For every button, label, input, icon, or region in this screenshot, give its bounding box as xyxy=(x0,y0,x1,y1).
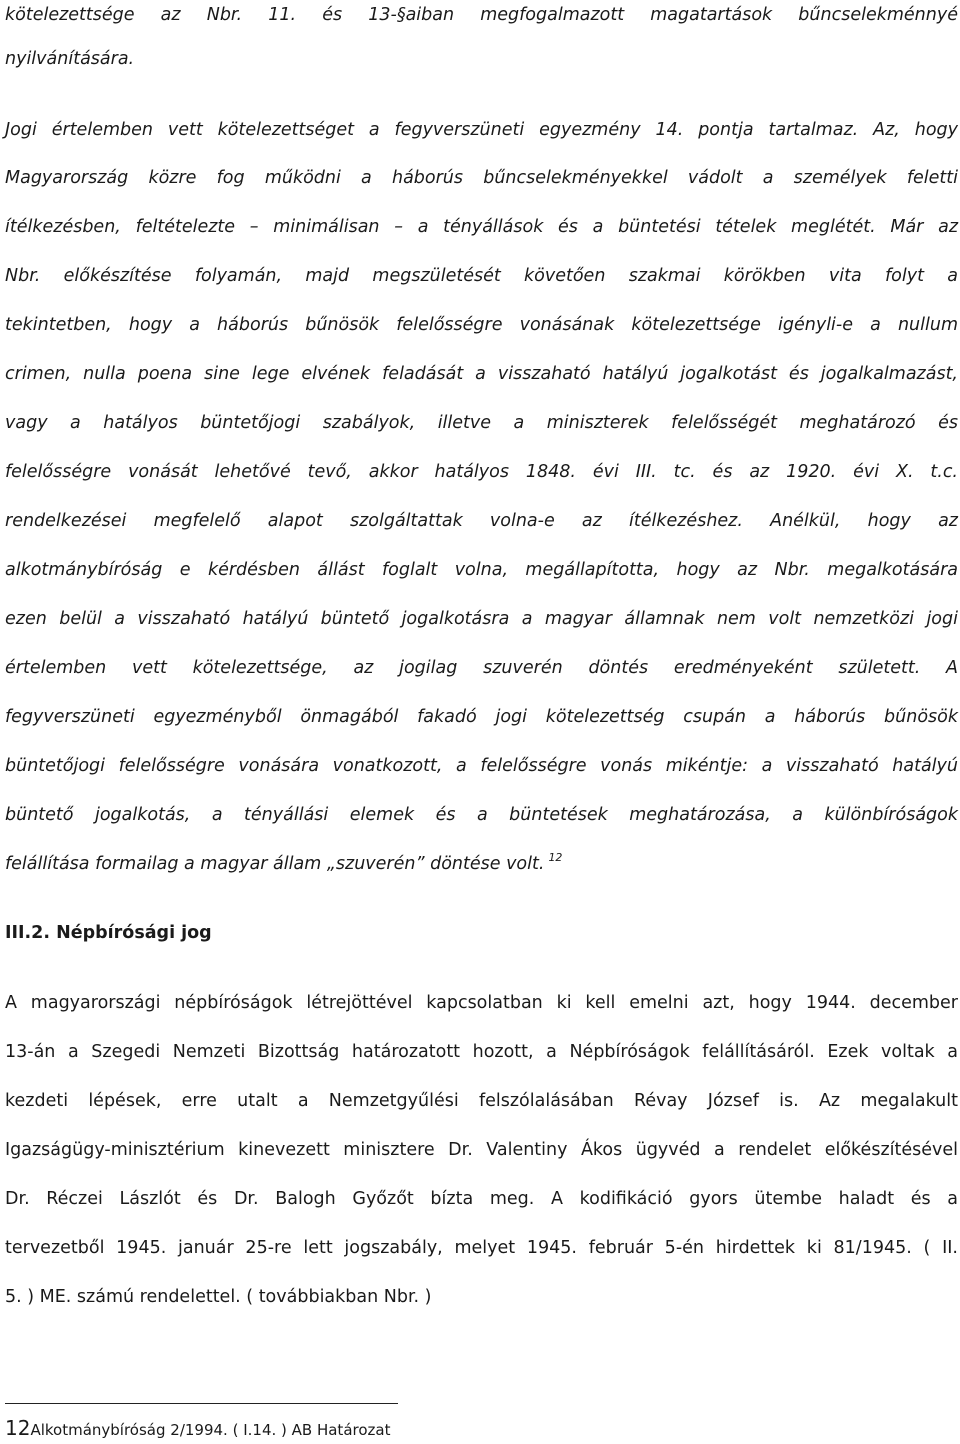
section-heading: III.2. Népbírósági jog xyxy=(5,923,212,943)
footnote-text: Alkotmánybíróság 2/1994. ( I.14. ) AB Határozat xyxy=(30,1421,391,1439)
text-line: fegyverszüneti egyezményből önmagából fakadó jogi kötelezettség csupán a háborús bűnösök xyxy=(5,707,958,727)
text-line: alkotmánybíróság e kérdésben állást foglalt volna, megállapította, hogy az Nbr. megalkotására xyxy=(5,560,958,580)
text-line xyxy=(5,849,958,879)
footnote-number: 12 xyxy=(5,1416,31,1440)
text-line: Magyarország közre fog működni a háborús bűncselekményekkel vádolt a személyek feletti xyxy=(5,168,958,188)
text-line: A magyarországi népbíróságok létrejöttével kapcsolatban ki kell emelni azt, hogy 1944. december xyxy=(5,993,958,1013)
text-line-content: felállítása formailag a magyar állam „szuverén” döntése volt. xyxy=(5,854,545,874)
text-line: tekintetben, hogy a háborús bűnösök felelősségre vonásának kötelezettsége igényli-e a nullum xyxy=(5,315,958,335)
text-line: felelősségre vonását lehetővé tevő, akkor hatályos 1848. évi III. tc. és az 1920. évi X. t.c. xyxy=(5,462,958,482)
text-line: crimen, nulla poena sine lege elvének feladását a visszaható hatályú jogalkotást és jogalkalmazást, xyxy=(5,364,958,384)
text-line: ítélkezésben, feltételezte – minimálisan – a tényállások és a büntetési tételek meglétét. Már az xyxy=(5,217,958,237)
footnote-reference: 12 xyxy=(548,851,563,864)
text-line: 13-án a Szegedi Nemzeti Bizottság határozatott hozott, a Népbíróságok felállításáról. Ezek voltak a xyxy=(5,1042,958,1062)
text-line: vagy a hatályos büntetőjogi szabályok, illetve a miniszterek felelősségét meghatározó és xyxy=(5,413,958,433)
text-line: ezen belül a visszaható hatályú büntető jogalkotásra a magyar államnak nem volt nemzetközi jogi xyxy=(5,609,958,629)
text-line: büntető jogalkotás, a tényállási elemek és a büntetések meghatározása, a különbíróságok xyxy=(5,805,958,825)
text-line: 5. ) ME. számú rendelettel. ( továbbiakban Nbr. ) xyxy=(5,1287,432,1307)
text-line: büntetőjogi felelősségre vonására vonatkozott, a felelősségre vonás mikéntje: a visszaható hatályú xyxy=(5,756,958,776)
text-line: értelemben vett kötelezettsége, az jogilag szuverén döntés eredményeként született. A xyxy=(5,658,958,678)
text-line: kötelezettsége az Nbr. 11. és 13-§aiban megfogalmazott magatartások bűncselekménnyé xyxy=(5,5,958,25)
text-line: tervezetből 1945. január 25-re lett jogszabály, melyet 1945. február 5-én hirdettek ki 81/1945. ( II. xyxy=(5,1238,958,1258)
text-line: Dr. Réczei Lászlót és Dr. Balogh Győzőt bízta meg. A kodifikáció gyors ütembe haladt és a xyxy=(5,1189,958,1209)
text-line: Jogi értelemben vett kötelezettséget a fegyverszüneti egyezmény 14. pontja tartalmaz. Az, hogy xyxy=(5,120,958,140)
text-line: kezdeti lépések, erre utalt a Nemzetgyűlési felszólalásában Révay József is. Az megalakult xyxy=(5,1091,958,1111)
text-line: Igazságügy-minisztérium kinevezett minisztere Dr. Valentiny Ákos ügyvéd a rendelet előkészítésével xyxy=(5,1140,958,1160)
text-line: nyilvánítására. xyxy=(5,49,135,69)
footnote-separator xyxy=(5,1403,398,1404)
text-line: rendelkezései megfelelő alapot szolgáltattak volna-e az ítélkezéshez. Anélkül, hogy az xyxy=(5,511,958,531)
text-line: Nbr. előkészítése folyamán, majd megszületését követően szakmai körökben vita folyt a xyxy=(5,266,958,286)
